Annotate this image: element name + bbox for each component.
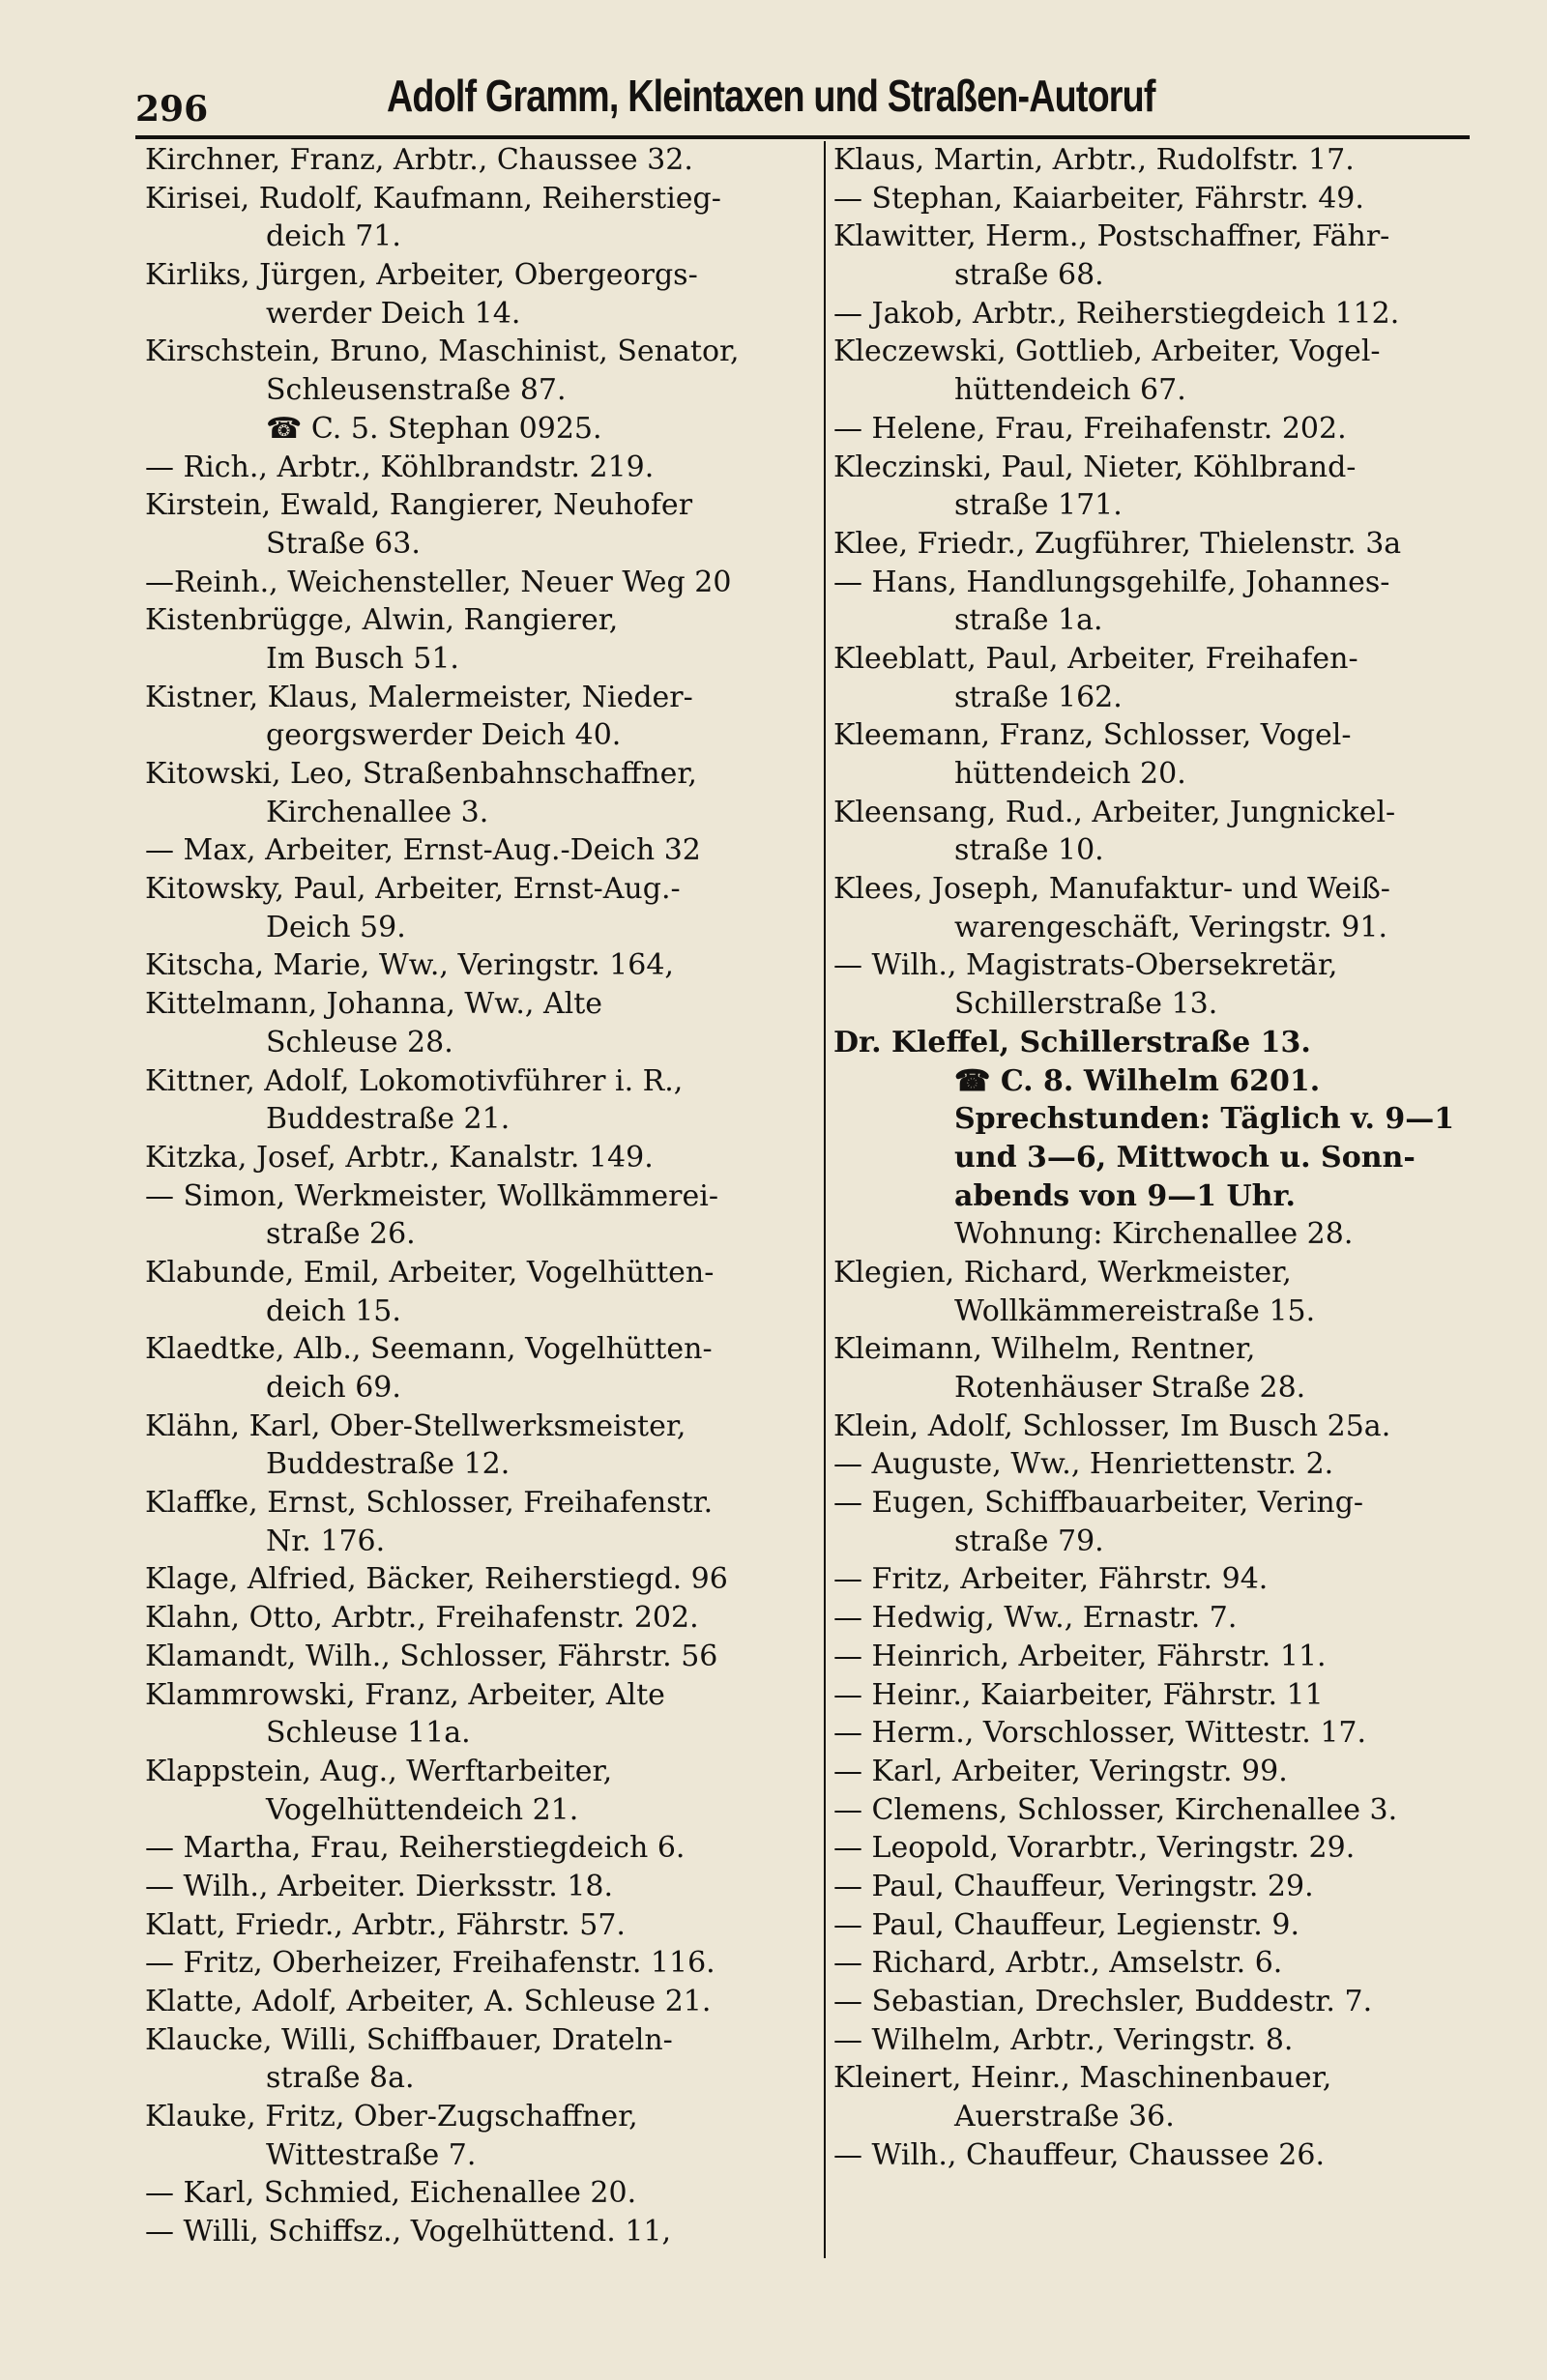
- header-rule: [135, 135, 1470, 139]
- entry-continuation-line: Im Busch 51.: [266, 641, 459, 676]
- directory-entry-line: — Max, Arbeiter, Ernst-Aug.-Deich 32: [145, 833, 701, 868]
- directory-entry-line: Kleimann, Wilhelm, Rentner,: [833, 1332, 1256, 1367]
- directory-entry-line: Klauke, Fritz, Ober-Zugschaffner,: [145, 2100, 638, 2134]
- entry-continuation-line: Schleuse 11a.: [266, 1716, 471, 1751]
- directory-entry-line: — Rich., Arbtr., Köhlbrandstr. 219.: [145, 450, 655, 484]
- entry-continuation-line: Schleuse 28.: [266, 1025, 453, 1059]
- directory-entry-line: Kittelmann, Johanna, Ww., Alte: [145, 987, 603, 1022]
- directory-entry-line: Klein, Adolf, Schlosser, Im Busch 25a.: [833, 1408, 1391, 1443]
- directory-entry-line: Kirliks, Jürgen, Arbeiter, Obergeorgs-: [145, 258, 698, 293]
- directory-entry-line: Klatt, Friedr., Arbtr., Fährstr. 57.: [145, 1907, 626, 1942]
- entry-continuation-line: Schleusenstraße 87.: [266, 373, 567, 408]
- entry-continuation-line: Vogelhüttendeich 21.: [266, 1792, 579, 1827]
- directory-entry-line: Kitowski, Leo, Straßenbahnschaffner,: [145, 757, 697, 791]
- directory-entry-line: Klaedtke, Alb., Seemann, Vogelhütten-: [145, 1332, 713, 1367]
- entry-continuation-line: deich 71.: [266, 219, 401, 254]
- entry-continuation-line: Straße 63.: [266, 526, 421, 561]
- entry-continuation-line: Rotenhäuser Straße 28.: [954, 1371, 1306, 1405]
- directory-entry-line: — Hedwig, Ww., Ernastr. 7.: [833, 1601, 1238, 1636]
- directory-entry-line: Kleensang, Rud., Arbeiter, Jungnickel-: [833, 795, 1396, 829]
- directory-entry-line: — Paul, Chauffeur, Veringstr. 29.: [833, 1869, 1314, 1903]
- right-column: [833, 141, 1510, 2174]
- directory-entry-line: — Helene, Frau, Freihafenstr. 202.: [833, 411, 1347, 446]
- entry-continuation-line: Kirchenallee 3.: [266, 795, 489, 829]
- directory-entry-line: Klappstein, Aug., Werftarbeiter,: [145, 1754, 613, 1788]
- directory-entry-line: Klaucke, Willi, Schiffbauer, Drateln-: [145, 2022, 673, 2057]
- directory-entry-line: Kittner, Adolf, Lokomotivführer i. R.,: [145, 1063, 684, 1098]
- directory-entry-line: Kirisei, Rudolf, Kaufmann, Reiherstieg-: [145, 181, 721, 216]
- column-divider: [824, 141, 826, 2258]
- directory-entry-line: Kitscha, Marie, Ww., Veringstr. 164,: [145, 948, 674, 983]
- entry-continuation-line: warengeschäft, Veringstr. 91.: [954, 910, 1387, 944]
- entry-continuation-line: Wittestraße 7.: [266, 2137, 477, 2172]
- directory-entry-line: Kirschstein, Bruno, Maschinist, Senator,: [145, 334, 740, 369]
- directory-entry-line: — Heinrich, Arbeiter, Fährstr. 11.: [833, 1639, 1327, 1673]
- entry-continuation-line: werder Deich 14.: [266, 296, 521, 331]
- entry-continuation-line: straße 26.: [266, 1217, 416, 1252]
- left-column: [145, 141, 822, 2251]
- directory-entry-line: — Wilh., Magistrats-Obersekretär,: [833, 948, 1338, 983]
- directory-entry-line: — Simon, Werkmeister, Wollkämmerei-: [145, 1178, 718, 1213]
- directory-entry-line: Kleinert, Heinr., Maschinenbauer,: [833, 2061, 1332, 2096]
- entry-continuation-line: Deich 59.: [266, 910, 406, 944]
- entry-continuation-line: deich 69.: [266, 1371, 401, 1405]
- entry-continuation-line: Nr. 176.: [266, 1524, 386, 1558]
- directory-entry-line: — Herm., Vorschlosser, Wittestr. 17.: [833, 1716, 1367, 1751]
- directory-entry-line: Kleemann, Franz, Schlosser, Vogel-: [833, 718, 1352, 753]
- directory-entry-line: — Leopold, Vorarbtr., Veringstr. 29.: [833, 1831, 1356, 1866]
- directory-entry-line: Klabunde, Emil, Arbeiter, Vogelhütten-: [145, 1255, 715, 1290]
- entry-continuation-line: abends von 9—1 Uhr.: [954, 1178, 1296, 1213]
- entry-continuation-line: straße 1a.: [954, 603, 1103, 638]
- directory-entry-line: Kleeblatt, Paul, Arbeiter, Freihafen-: [833, 641, 1358, 676]
- directory-entry-line: Klegien, Richard, Werkmeister,: [833, 1255, 1292, 1290]
- directory-entry-line: — Wilhelm, Arbtr., Veringstr. 8.: [833, 2022, 1294, 2057]
- directory-entry-line: — Richard, Arbtr., Amselstr. 6.: [833, 1946, 1283, 1981]
- directory-entry-line: — Karl, Arbeiter, Veringstr. 99.: [833, 1754, 1288, 1788]
- directory-entry-line: Klawitter, Herm., Postschaffner, Fähr-: [833, 219, 1390, 254]
- entry-continuation-line: straße 8a.: [266, 2061, 415, 2096]
- directory-entry-line: — Willi, Schiffsz., Vogelhüttend. 11,: [145, 2215, 672, 2249]
- directory-entry-line: Kistner, Klaus, Malermeister, Nieder-: [145, 680, 693, 714]
- directory-entry-line: Kirchner, Franz, Arbtr., Chaussee 32.: [145, 143, 693, 177]
- directory-entry-line: Kistenbrügge, Alwin, Rangierer,: [145, 603, 619, 638]
- directory-entry-line: Kleczewski, Gottlieb, Arbeiter, Vogel-: [833, 334, 1381, 369]
- directory-entry-line: —Reinh., Weichensteller, Neuer Weg 20: [145, 565, 732, 599]
- directory-entry-line: — Wilh., Chauffeur, Chaussee 26.: [833, 2137, 1325, 2172]
- directory-entry-line: — Hans, Handlungsgehilfe, Johannes-: [833, 565, 1390, 599]
- entry-continuation-line: Buddestraße 21.: [266, 1102, 511, 1137]
- directory-entry-line: Kleczinski, Paul, Nieter, Köhlbrand-: [833, 450, 1357, 484]
- entry-continuation-line: Auerstraße 36.: [954, 2100, 1175, 2134]
- directory-entry-line: — Eugen, Schiffbauarbeiter, Vering-: [833, 1486, 1364, 1521]
- directory-entry-line: — Heinr., Kaiarbeiter, Fährstr. 11: [833, 1677, 1324, 1712]
- directory-entry-line: Klees, Joseph, Manufaktur- und Weiß-: [833, 872, 1390, 907]
- running-head-advertisement: Adolf Gramm, Kleintaxen und Straßen-Autoruf: [387, 71, 1155, 121]
- entry-continuation-line: Buddestraße 12.: [266, 1447, 511, 1482]
- directory-entry-line: Klammrowski, Franz, Arbeiter, Alte: [145, 1677, 665, 1712]
- directory-entry-line: Kirstein, Ewald, Rangierer, Neuhofer: [145, 488, 693, 523]
- entry-continuation-line: georgswerder Deich 40.: [266, 718, 622, 753]
- directory-entry-line: Kitowsky, Paul, Arbeiter, Ernst-Aug.-: [145, 872, 681, 907]
- entry-continuation-line: hüttendeich 20.: [954, 757, 1186, 791]
- entry-continuation-line: straße 171.: [954, 488, 1123, 523]
- directory-entry-line: — Fritz, Arbeiter, Fährstr. 94.: [833, 1562, 1269, 1597]
- directory-entry-line: Klage, Alfried, Bäcker, Reiherstiegd. 96: [145, 1562, 728, 1597]
- entry-continuation-line: Schillerstraße 13.: [954, 987, 1218, 1022]
- entry-continuation-line: hüttendeich 67.: [954, 373, 1186, 408]
- directory-entry-line: Klahn, Otto, Arbtr., Freihafenstr. 202.: [145, 1601, 699, 1636]
- directory-entry-line: Klähn, Karl, Ober-Stellwerksmeister,: [145, 1408, 686, 1443]
- directory-entry-line: Klaffke, Ernst, Schlosser, Freihafenstr.: [145, 1486, 714, 1521]
- directory-entry-line: Klamandt, Wilh., Schlosser, Fährstr. 56: [145, 1639, 718, 1673]
- directory-entry-line: Klaus, Martin, Arbtr., Rudolfstr. 17.: [833, 143, 1355, 177]
- entry-continuation-line: straße 162.: [954, 680, 1123, 714]
- directory-entry-line: — Sebastian, Drechsler, Buddestr. 7.: [833, 1985, 1373, 2018]
- page-number: 296: [135, 89, 209, 130]
- directory-entry-line: Klatte, Adolf, Arbeiter, A. Schleuse 21.: [145, 1985, 712, 2018]
- directory-entry-line: — Fritz, Oberheizer, Freihafenstr. 116.: [145, 1946, 715, 1981]
- entry-continuation-line: straße 79.: [954, 1524, 1104, 1558]
- directory-entry-line: Klee, Friedr., Zugführer, Thielenstr. 3a: [833, 526, 1402, 561]
- directory-entry-line: — Wilh., Arbeiter. Dierksstr. 18.: [145, 1869, 614, 1903]
- directory-entry-line: — Clemens, Schlosser, Kirchenallee 3.: [833, 1792, 1398, 1827]
- entry-continuation-line: straße 10.: [954, 833, 1104, 868]
- entry-continuation-line: Wohnung: Kirchenallee 28.: [954, 1217, 1354, 1252]
- entry-continuation-line: Wollkämmereistraße 15.: [954, 1293, 1316, 1328]
- entry-continuation-line: und 3—6, Mittwoch u. Sonn-: [954, 1140, 1416, 1175]
- directory-entry-line: Dr. Kleffel, Schillerstraße 13.: [833, 1025, 1311, 1059]
- directory-entry-line: — Karl, Schmied, Eichenallee 20.: [145, 2176, 637, 2211]
- directory-entry-line: — Jakob, Arbtr., Reiherstiegdeich 112.: [833, 296, 1400, 331]
- entry-continuation-line: Sprechstunden: Täglich v. 9—1: [954, 1102, 1455, 1137]
- directory-entry-line: — Paul, Chauffeur, Legienstr. 9.: [833, 1907, 1299, 1942]
- directory-entry-line: — Martha, Frau, Reiherstiegdeich 6.: [145, 1831, 686, 1866]
- entry-continuation-line: ☎ C. 8. Wilhelm 6201.: [954, 1063, 1321, 1098]
- entry-continuation-line: ☎ C. 5. Stephan 0925.: [266, 411, 602, 446]
- directory-entry-line: — Stephan, Kaiarbeiter, Fährstr. 49.: [833, 181, 1364, 216]
- entry-continuation-line: deich 15.: [266, 1293, 401, 1328]
- directory-entry-line: Kitzka, Josef, Arbtr., Kanalstr. 149.: [145, 1140, 654, 1175]
- directory-entry-line: — Auguste, Ww., Henriettenstr. 2.: [833, 1447, 1334, 1482]
- entry-continuation-line: straße 68.: [954, 258, 1104, 293]
